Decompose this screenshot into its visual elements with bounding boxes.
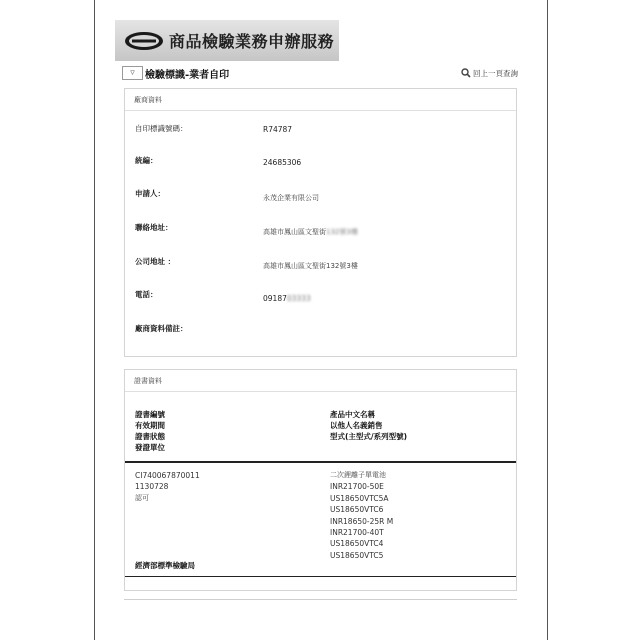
header-divider: [125, 461, 516, 463]
model-item: US18650VTC5A: [330, 493, 389, 503]
contact-address-redacted: 132號3樓: [326, 228, 358, 236]
validity-period: 1130728: [135, 482, 169, 492]
certificate-data-right: [330, 470, 393, 561]
header-product-name: 產品中文名稱: [330, 410, 375, 419]
model-item: INR21700-50E: [330, 482, 384, 492]
header-certificate-status: 證書狀態: [135, 432, 165, 441]
label-company-address: 公司地址 ：: [135, 257, 176, 266]
value-contact-address: [263, 227, 358, 237]
contact-address-text: 高雄市鳳山區文聖街: [263, 228, 326, 236]
certificate-panel: [124, 369, 517, 591]
value-tax-id: 24685306: [263, 158, 302, 167]
value-phone: [263, 294, 311, 303]
certificate-header-left: [135, 409, 165, 453]
label-self-print-number: 自印標識號碼：: [135, 124, 188, 133]
label-tax-id: 統編：: [135, 156, 158, 165]
value-applicant: 永茂企業有限公司: [263, 194, 319, 202]
header-certificate-number: 證書編號: [135, 410, 165, 419]
certificate-panel-title: 證書資料: [125, 370, 516, 392]
search-icon: [461, 68, 471, 78]
model-item: US18650VTC4: [330, 539, 384, 549]
header-issuing-unit: 發證單位: [135, 443, 165, 452]
vendor-panel: [124, 88, 517, 357]
service-title: 商品檢驗業務申辦服務: [169, 32, 335, 51]
vendor-panel-title: 廠商資料: [125, 89, 516, 111]
header-validity-period: 有效期間: [135, 421, 165, 430]
certificate-header-right: [330, 409, 407, 442]
bsmi-logo-icon: [123, 29, 165, 53]
label-contact-address: 聯絡地址：: [135, 223, 173, 232]
label-vendor-remarks: 廠商資料備註：: [135, 324, 188, 333]
model-item: US18650VTC5: [330, 550, 384, 560]
product-name: 二次鋰離子單電池: [330, 471, 386, 479]
phone-text: 09187: [263, 294, 287, 303]
page-heading: 檢驗標識-業者自印: [145, 69, 230, 81]
table-bottom-divider: [125, 576, 516, 577]
header-model-type: 型式(主型式/系列型號): [330, 432, 408, 441]
issuing-authority: 經濟部標準檢驗局: [135, 561, 195, 570]
value-self-print-number: R74787: [263, 125, 293, 134]
service-banner: [115, 20, 339, 61]
footer-divider: [124, 599, 517, 600]
document-icon: ▿: [122, 66, 143, 80]
back-link-label: 回上一頁查詢: [473, 68, 518, 78]
phone-redacted: 03333: [286, 294, 311, 303]
certificate-data-left: [135, 470, 200, 504]
model-item: US18650VTC6: [330, 505, 384, 515]
certificate-status: 認可: [135, 493, 149, 502]
certificate-number: CI740067870011: [135, 471, 200, 480]
model-item: INR21700-40T: [330, 527, 384, 537]
header-sold-under-other-name: 以他人名義銷售: [330, 421, 383, 430]
back-to-query-link[interactable]: [461, 68, 518, 79]
title-row: [122, 66, 518, 80]
label-phone: 電話：: [135, 290, 158, 299]
label-applicant: 申請人：: [135, 189, 165, 198]
model-item: INR18650-25R M: [330, 516, 394, 526]
value-company-address: 高雄市鳳山區文聖街132號3樓: [263, 262, 358, 270]
